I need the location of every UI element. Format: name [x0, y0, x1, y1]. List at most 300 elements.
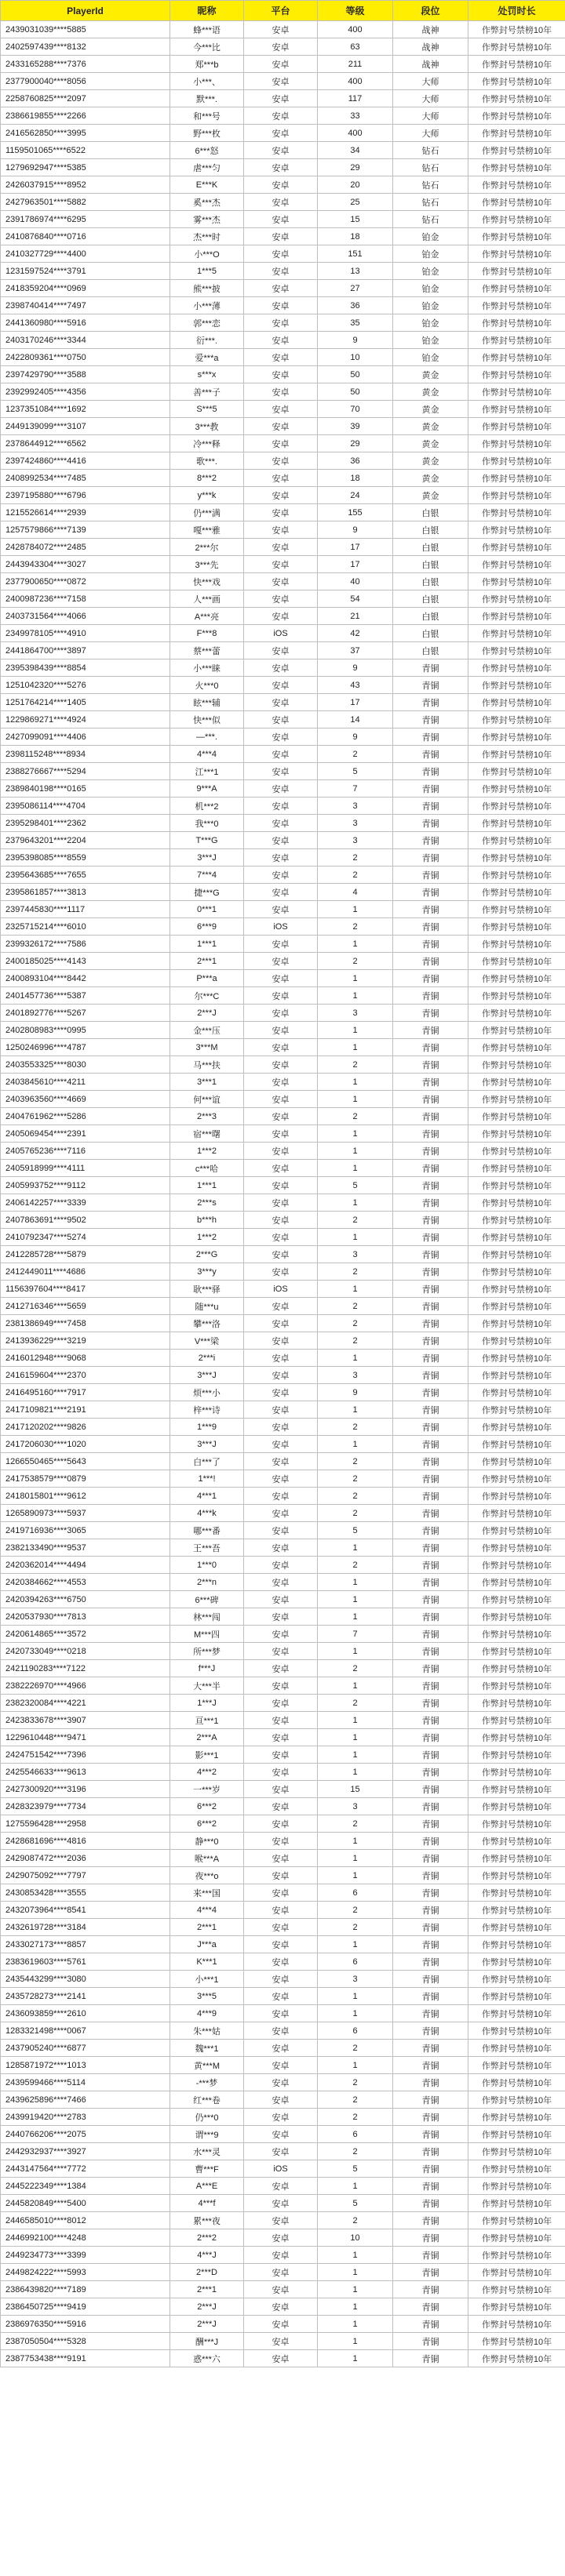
tier-cell: 黄金 [393, 383, 468, 401]
table-row [1, 2057, 565, 2074]
nickname-cell: 所***梦 [170, 1643, 244, 1660]
tier-cell: 黄金 [393, 418, 468, 435]
platform-cell: 安卓 [244, 1470, 318, 1488]
platform-cell: 安卓 [244, 2333, 318, 2350]
nickname-cell: 小***睐 [170, 659, 244, 677]
player-id-cell: 2410792347****5274 [1, 1229, 170, 1246]
table-row [1, 573, 565, 590]
level-cell: 4 [318, 884, 393, 901]
table-row [1, 1436, 565, 1453]
level-cell: 2 [318, 2091, 393, 2109]
duration-cell: 作弊封号禁榜10年 [468, 1039, 565, 1056]
table-row [1, 21, 565, 38]
table-row [1, 1401, 565, 1419]
table-row [1, 2264, 565, 2281]
level-cell: 21 [318, 608, 393, 625]
level-cell: 2 [318, 1056, 393, 1074]
level-cell: 1 [318, 987, 393, 1005]
nickname-cell: 小***、 [170, 73, 244, 90]
player-id-cell: 2420384662****4553 [1, 1574, 170, 1591]
table-row [1, 711, 565, 728]
tier-cell: 青铜 [393, 798, 468, 815]
platform-cell: 安卓 [244, 1919, 318, 1936]
table-row [1, 383, 565, 401]
duration-cell: 作弊封号禁榜10年 [468, 1695, 565, 1712]
player-id-cell: 2420362014****4494 [1, 1557, 170, 1574]
table-row [1, 297, 565, 314]
nickname-cell: 红***卷 [170, 2091, 244, 2109]
duration-cell: 作弊封号禁榜10年 [468, 832, 565, 849]
table-row [1, 884, 565, 901]
player-id-cell: 2439919420****2783 [1, 2109, 170, 2126]
platform-cell: 安卓 [244, 1350, 318, 1367]
level-cell: 6 [318, 2126, 393, 2143]
platform-cell: 安卓 [244, 280, 318, 297]
nickname-cell: S***5 [170, 401, 244, 418]
tier-cell: 铂金 [393, 349, 468, 366]
player-id-cell: 2386439820****7189 [1, 2281, 170, 2298]
player-id-cell: 2416495160****7917 [1, 1384, 170, 1401]
duration-cell: 作弊封号禁榜10年 [468, 1953, 565, 1971]
table-row [1, 2316, 565, 2333]
tier-cell: 青铜 [393, 1919, 468, 1936]
duration-cell: 作弊封号禁榜10年 [468, 280, 565, 297]
player-id-cell: 1156397604****8417 [1, 1281, 170, 1298]
nickname-cell: 小***O [170, 245, 244, 263]
platform-cell: 安卓 [244, 366, 318, 383]
table-row [1, 2143, 565, 2160]
duration-cell: 作弊封号禁榜10年 [468, 1401, 565, 1419]
duration-cell: 作弊封号禁榜10年 [468, 1108, 565, 1125]
duration-cell: 作弊封号禁榜10年 [468, 1884, 565, 1902]
level-cell: 1 [318, 1712, 393, 1729]
player-id-cell: 2387050504****5328 [1, 2333, 170, 2350]
level-cell: 63 [318, 38, 393, 56]
player-id-cell: 2386450725****9419 [1, 2298, 170, 2316]
nickname-cell: 2***1 [170, 2281, 244, 2298]
player-id-cell: 2449824222****5993 [1, 2264, 170, 2281]
level-cell: 1 [318, 901, 393, 918]
nickname-cell: 仍***满 [170, 504, 244, 521]
level-cell: 17 [318, 694, 393, 711]
platform-cell: 安卓 [244, 2195, 318, 2212]
table-row [1, 2040, 565, 2057]
tier-cell: 青铜 [393, 1764, 468, 1781]
nickname-cell: 1***0 [170, 1557, 244, 1574]
tier-cell: 青铜 [393, 1712, 468, 1729]
table-row [1, 798, 565, 815]
nickname-cell: 1***2 [170, 1229, 244, 1246]
tier-cell: 青铜 [393, 1850, 468, 1867]
duration-cell: 作弊封号禁榜10年 [468, 2109, 565, 2126]
tier-cell: 白银 [393, 521, 468, 539]
level-cell: 2 [318, 1505, 393, 1522]
level-cell: 20 [318, 176, 393, 194]
table-row [1, 1350, 565, 1367]
platform-cell: 安卓 [244, 435, 318, 452]
table-row [1, 56, 565, 73]
table-row [1, 1764, 565, 1781]
nickname-cell: 蔡***蕾 [170, 642, 244, 659]
player-id-cell: 1275596428****2958 [1, 1815, 170, 1833]
tier-cell: 青铜 [393, 1971, 468, 1988]
platform-cell: 安卓 [244, 1729, 318, 1746]
table-row [1, 2247, 565, 2264]
table-row [1, 832, 565, 849]
duration-cell: 作弊封号禁榜10年 [468, 1764, 565, 1781]
platform-cell: 安卓 [244, 780, 318, 798]
platform-cell: 安卓 [244, 815, 318, 832]
table-row [1, 1936, 565, 1953]
tier-cell: 青铜 [393, 987, 468, 1005]
tier-cell: 大师 [393, 125, 468, 142]
table-row [1, 625, 565, 642]
nickname-cell: 大***半 [170, 1677, 244, 1695]
duration-cell: 作弊封号禁榜10年 [468, 1194, 565, 1212]
player-id-cell: 2398740414****7497 [1, 297, 170, 314]
duration-cell: 作弊封号禁榜10年 [468, 521, 565, 539]
level-cell: 18 [318, 470, 393, 487]
duration-cell: 作弊封号禁榜10年 [468, 2040, 565, 2057]
nickname-cell: 2***n [170, 1574, 244, 1591]
player-id-cell: 2439599466****5114 [1, 2074, 170, 2091]
platform-cell: 安卓 [244, 1505, 318, 1522]
duration-cell: 作弊封号禁榜10年 [468, 728, 565, 746]
platform-cell: 安卓 [244, 2350, 318, 2367]
level-cell: 5 [318, 1177, 393, 1194]
table-row [1, 73, 565, 90]
level-cell: 6 [318, 2022, 393, 2040]
nickname-cell: 1***2 [170, 1143, 244, 1160]
platform-cell: 安卓 [244, 1608, 318, 1626]
tier-cell: 白银 [393, 556, 468, 573]
platform-cell: 安卓 [244, 867, 318, 884]
platform-cell: 安卓 [244, 763, 318, 780]
platform-cell: 安卓 [244, 1091, 318, 1108]
nickname-cell: 3***5 [170, 1988, 244, 2005]
player-id-cell: 2417206030****1020 [1, 1436, 170, 1453]
duration-cell: 作弊封号禁榜10年 [468, 1091, 565, 1108]
level-cell: 1 [318, 1936, 393, 1953]
duration-cell: 作弊封号禁榜10年 [468, 1936, 565, 1953]
nickname-cell: 一***岁 [170, 1781, 244, 1798]
table-row [1, 1005, 565, 1022]
level-cell: 1 [318, 1022, 393, 1039]
nickname-cell: 4***f [170, 2195, 244, 2212]
duration-cell: 作弊封号禁榜10年 [468, 263, 565, 280]
table-row [1, 1056, 565, 1074]
level-cell: 9 [318, 1384, 393, 1401]
level-cell: 15 [318, 1781, 393, 1798]
duration-cell: 作弊封号禁榜10年 [468, 1470, 565, 1488]
tier-cell: 青铜 [393, 2022, 468, 2040]
nickname-cell: 8***2 [170, 470, 244, 487]
table-row [1, 936, 565, 953]
duration-cell: 作弊封号禁榜10年 [468, 418, 565, 435]
nickname-cell: c***哈 [170, 1160, 244, 1177]
table-row [1, 1539, 565, 1557]
player-id-cell: 2417538579****0879 [1, 1470, 170, 1488]
level-cell: 1 [318, 1677, 393, 1695]
platform-cell: 安卓 [244, 2143, 318, 2160]
nickname-cell: 火***0 [170, 677, 244, 694]
platform-cell: 安卓 [244, 1574, 318, 1591]
table-row [1, 1298, 565, 1315]
platform-cell: 安卓 [244, 1660, 318, 1677]
nickname-cell: 2***J [170, 2298, 244, 2316]
tier-cell: 青铜 [393, 1091, 468, 1108]
table-row [1, 1470, 565, 1488]
duration-cell: 作弊封号禁榜10年 [468, 2350, 565, 2367]
tier-cell: 青铜 [393, 2247, 468, 2264]
level-cell: 3 [318, 832, 393, 849]
duration-cell: 作弊封号禁榜10年 [468, 711, 565, 728]
level-cell: 10 [318, 349, 393, 366]
tier-cell: 青铜 [393, 1419, 468, 1436]
tier-cell: 大师 [393, 73, 468, 90]
platform-cell: 安卓 [244, 349, 318, 366]
duration-cell: 作弊封号禁榜10年 [468, 2229, 565, 2247]
table-row [1, 1746, 565, 1764]
player-id-cell: 2386976350****5916 [1, 2316, 170, 2333]
nickname-cell: 3***J [170, 849, 244, 867]
table-row [1, 2109, 565, 2126]
player-id-cell: 2395086114****4704 [1, 798, 170, 815]
level-cell: 1 [318, 2264, 393, 2281]
tier-cell: 青铜 [393, 1332, 468, 1350]
table-row [1, 1194, 565, 1212]
duration-cell: 作弊封号禁榜10年 [468, 211, 565, 228]
player-id-cell: 1257579866****7139 [1, 521, 170, 539]
platform-cell: 安卓 [244, 2091, 318, 2109]
nickname-cell: 2***s [170, 1194, 244, 1212]
tier-cell: 铂金 [393, 245, 468, 263]
level-cell: 5 [318, 2195, 393, 2212]
player-id-cell: 2405918999****4111 [1, 1160, 170, 1177]
nickname-cell: —***. [170, 728, 244, 746]
table-row [1, 728, 565, 746]
nickname-cell: 4***1 [170, 1488, 244, 1505]
duration-cell: 作弊封号禁榜10年 [468, 349, 565, 366]
player-id-cell: 2420733049****0218 [1, 1643, 170, 1660]
player-id-cell: 2433027173****8857 [1, 1936, 170, 1953]
player-id-cell: 2389840198****0165 [1, 780, 170, 798]
tier-cell: 青铜 [393, 901, 468, 918]
duration-cell: 作弊封号禁榜10年 [468, 2057, 565, 2074]
duration-cell: 作弊封号禁榜10年 [468, 1298, 565, 1315]
player-id-cell: 2428784072****2485 [1, 539, 170, 556]
nickname-cell: 影***1 [170, 1746, 244, 1764]
platform-cell: 安卓 [244, 659, 318, 677]
tier-cell: 青铜 [393, 1902, 468, 1919]
player-id-cell: 2441360980****5916 [1, 314, 170, 332]
player-id-cell: 2428681696****4816 [1, 1833, 170, 1850]
table-row [1, 2195, 565, 2212]
platform-cell: 安卓 [244, 2298, 318, 2316]
table-row [1, 366, 565, 383]
platform-cell: 安卓 [244, 1591, 318, 1608]
platform-cell: 安卓 [244, 1160, 318, 1177]
platform-cell: 安卓 [244, 332, 318, 349]
platform-cell: 安卓 [244, 2005, 318, 2022]
platform-cell: 安卓 [244, 1108, 318, 1125]
nickname-cell: 歌***. [170, 452, 244, 470]
col-header-platform: 平台 [244, 1, 318, 21]
duration-cell: 作弊封号禁榜10年 [468, 1488, 565, 1505]
table-row [1, 1867, 565, 1884]
table-row [1, 1695, 565, 1712]
level-cell: 2 [318, 1470, 393, 1488]
table-row [1, 1125, 565, 1143]
table-row [1, 2126, 565, 2143]
table-row [1, 470, 565, 487]
platform-cell: 安卓 [244, 1677, 318, 1695]
duration-cell: 作弊封号禁榜10年 [468, 297, 565, 314]
tier-cell: 青铜 [393, 1470, 468, 1488]
player-id-cell: 2382133490****9537 [1, 1539, 170, 1557]
player-id-cell: 1229610448****9471 [1, 1729, 170, 1746]
duration-cell: 作弊封号禁榜10年 [468, 1729, 565, 1746]
nickname-cell: 1***1 [170, 936, 244, 953]
player-id-cell: 2432619728****3184 [1, 1919, 170, 1936]
tier-cell: 青铜 [393, 1056, 468, 1074]
tier-cell: 青铜 [393, 970, 468, 987]
table-row [1, 1626, 565, 1643]
table-row [1, 1729, 565, 1746]
duration-cell: 作弊封号禁榜10年 [468, 1746, 565, 1764]
tier-cell: 青铜 [393, 1781, 468, 1798]
duration-cell: 作弊封号禁榜10年 [468, 1781, 565, 1798]
player-id-cell: 1279692947****5385 [1, 159, 170, 176]
platform-cell: 安卓 [244, 677, 318, 694]
tier-cell: 青铜 [393, 1626, 468, 1643]
table-row [1, 349, 565, 366]
table-row [1, 1591, 565, 1608]
duration-cell: 作弊封号禁榜10年 [468, 953, 565, 970]
platform-cell: 安卓 [244, 556, 318, 573]
level-cell: 2 [318, 1695, 393, 1712]
table-row [1, 2350, 565, 2367]
nickname-cell: 4***k [170, 1505, 244, 1522]
table-row [1, 2281, 565, 2298]
nickname-cell: 4***2 [170, 1764, 244, 1781]
table-row [1, 125, 565, 142]
tier-cell: 青铜 [393, 1884, 468, 1902]
level-cell: 1 [318, 1194, 393, 1212]
tier-cell: 青铜 [393, 1367, 468, 1384]
platform-cell: 安卓 [244, 539, 318, 556]
platform-cell: 安卓 [244, 1936, 318, 1953]
player-id-cell: 2383619603****5761 [1, 1953, 170, 1971]
table-row [1, 1315, 565, 1332]
table-row [1, 1798, 565, 1815]
tier-cell: 青铜 [393, 2005, 468, 2022]
nickname-cell: 4***4 [170, 746, 244, 763]
level-cell: 1 [318, 1729, 393, 1746]
player-id-cell: 2449234773****3399 [1, 2247, 170, 2264]
player-id-cell: 1265890973****5937 [1, 1505, 170, 1522]
tier-cell: 青铜 [393, 2109, 468, 2126]
duration-cell: 作弊封号禁榜10年 [468, 608, 565, 625]
platform-cell: 安卓 [244, 1177, 318, 1194]
nickname-cell: T***G [170, 832, 244, 849]
nickname-cell: P***a [170, 970, 244, 987]
platform-cell: 安卓 [244, 1056, 318, 1074]
player-id-cell: 2445222349****1384 [1, 2178, 170, 2195]
player-id-cell: 2397429790****3588 [1, 366, 170, 383]
nickname-cell: 金***压 [170, 1022, 244, 1039]
duration-cell: 作弊封号禁榜10年 [468, 936, 565, 953]
table-row [1, 194, 565, 211]
duration-cell: 作弊封号禁榜10年 [468, 1591, 565, 1608]
nickname-cell: 亘***1 [170, 1712, 244, 1729]
nickname-cell: 2***A [170, 1729, 244, 1746]
nickname-cell: 2***D [170, 2264, 244, 2281]
nickname-cell: 2***1 [170, 1919, 244, 1936]
nickname-cell: 朱***姑 [170, 2022, 244, 2040]
player-id-cell: 1231597524****3791 [1, 263, 170, 280]
level-cell: 1 [318, 2247, 393, 2264]
table-row [1, 815, 565, 832]
nickname-cell: 3***M [170, 1039, 244, 1056]
tier-cell: 青铜 [393, 2091, 468, 2109]
table-row [1, 746, 565, 763]
tier-cell: 青铜 [393, 763, 468, 780]
level-cell: 2 [318, 1453, 393, 1470]
tier-cell: 青铜 [393, 1281, 468, 1298]
tier-cell: 青铜 [393, 2074, 468, 2091]
tier-cell: 青铜 [393, 1936, 468, 1953]
duration-cell: 作弊封号禁榜10年 [468, 1815, 565, 1833]
level-cell: 7 [318, 1626, 393, 1643]
level-cell: 2 [318, 1212, 393, 1229]
duration-cell: 作弊封号禁榜10年 [468, 798, 565, 815]
platform-cell: 安卓 [244, 1194, 318, 1212]
nickname-cell: 郭***恋 [170, 314, 244, 332]
tier-cell: 青铜 [393, 1229, 468, 1246]
level-cell: 2 [318, 1488, 393, 1505]
duration-cell: 作弊封号禁榜10年 [468, 228, 565, 245]
platform-cell: 安卓 [244, 2022, 318, 2040]
player-id-cell: 2443147564****7772 [1, 2160, 170, 2178]
nickname-cell: 眩***辅 [170, 694, 244, 711]
duration-cell: 作弊封号禁榜10年 [468, 2091, 565, 2109]
level-cell: 14 [318, 711, 393, 728]
duration-cell: 作弊封号禁榜10年 [468, 2005, 565, 2022]
level-cell: 6 [318, 1953, 393, 1971]
level-cell: 1 [318, 1091, 393, 1108]
player-id-cell: 2441864700****3897 [1, 642, 170, 659]
duration-cell: 作弊封号禁榜10年 [468, 1453, 565, 1470]
player-id-cell: 2405069454****2391 [1, 1125, 170, 1143]
nickname-cell: 何***谊 [170, 1091, 244, 1108]
tier-cell: 青铜 [393, 1246, 468, 1263]
level-cell: 1 [318, 1643, 393, 1660]
platform-cell: 安卓 [244, 1005, 318, 1022]
duration-cell: 作弊封号禁榜10年 [468, 1005, 565, 1022]
platform-cell: 安卓 [244, 1902, 318, 1919]
tier-cell: 青铜 [393, 832, 468, 849]
player-id-cell: 2395398085****8559 [1, 849, 170, 867]
duration-cell: 作弊封号禁榜10年 [468, 194, 565, 211]
tier-cell: 青铜 [393, 1384, 468, 1401]
platform-cell: 安卓 [244, 1850, 318, 1867]
duration-cell: 作弊封号禁榜10年 [468, 1626, 565, 1643]
tier-cell: 青铜 [393, 728, 468, 746]
col-header-tier: 段位 [393, 1, 468, 21]
level-cell: 25 [318, 194, 393, 211]
tier-cell: 青铜 [393, 2212, 468, 2229]
